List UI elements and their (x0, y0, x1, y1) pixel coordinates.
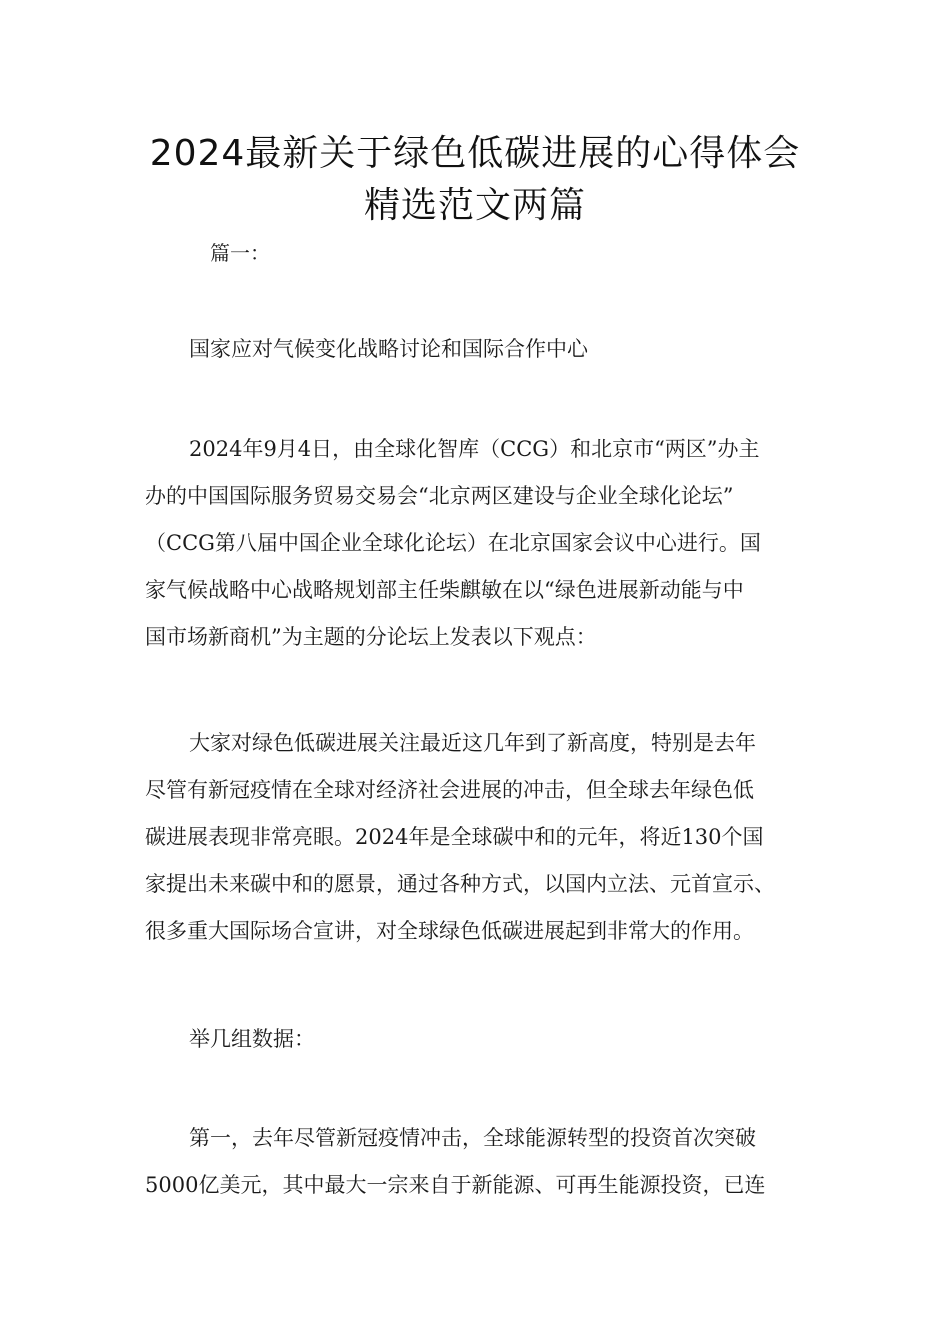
document-title-line-2: 精选范文两篇 (363, 185, 586, 226)
text-line: （CCG第八届中国企业全球化论坛）在北京国家会议中心进行。国 (145, 531, 761, 555)
text-line: 家提出未来碳中和的愿景，通过各种方式，以国内立法、元首宣示、 (145, 872, 775, 896)
text-line: 尽管有新冠疫情在全球对经济社会进展的冲击，但全球去年绿色低 (145, 778, 754, 802)
text-line: 家气候战略中心战略规划部主任柴麒敏在以“绿色进展新动能与中 (145, 578, 744, 602)
text-line: 5000亿美元，其中最大一宗来自于新能源、可再生能源投资，已连 (145, 1173, 766, 1197)
paragraph-first-point (145, 1115, 825, 1209)
document-title-line-1: 2024最新关于绿色低碳进展的心得体会 (149, 133, 801, 174)
paragraph-forum-intro (145, 426, 825, 661)
text-line: 第一，去年尽管新冠疫情冲击，全球能源转型的投资首次突破 (189, 1126, 756, 1150)
text-line: 国家应对气候变化战略讨论和国际合作中心 (189, 337, 588, 361)
text-line: 大家对绿色低碳进展关注最近这几年到了新高度，特别是去年 (189, 731, 756, 755)
paragraph-data-intro (145, 1016, 825, 1063)
text-line: 很多重大国际场合宣讲，对全球绿色低碳进展起到非常大的作用。 (145, 919, 754, 943)
text-line: 碳进展表现非常亮眼。2024年是全球碳中和的元年，将近130个国 (145, 825, 764, 849)
paragraph-low-carbon (145, 720, 825, 955)
text-line: 办的中国国际服务贸易交易会“北京两区建设与企业全球化论坛” (145, 484, 734, 508)
text-line: 国市场新商机”为主题的分论坛上发表以下观点： (145, 625, 597, 649)
text-line: 2024年9月4日，由全球化智库（CCG）和北京市“两区”办主 (189, 437, 760, 461)
section-label: 篇一： (210, 241, 270, 265)
text-line: 举几组数据： (189, 1027, 315, 1051)
paragraph-org-name (145, 326, 825, 373)
